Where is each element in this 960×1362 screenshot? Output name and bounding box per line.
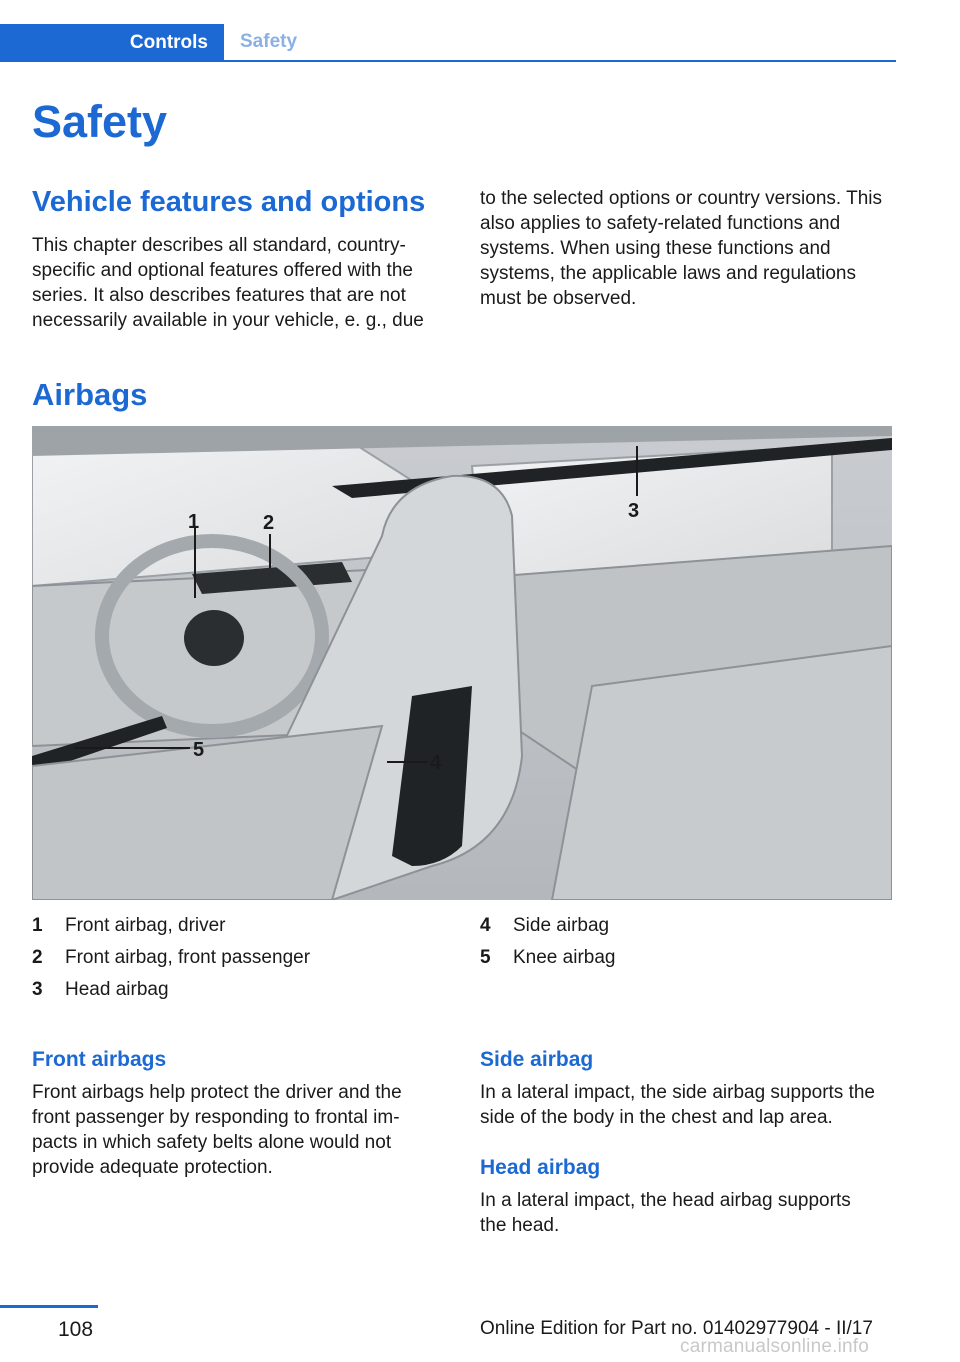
callout-2: 2 xyxy=(263,512,275,534)
callout-1: 1 xyxy=(188,511,200,533)
watermark: carmanualsonline.info xyxy=(680,1336,870,1357)
tab-bar-rule xyxy=(0,60,896,62)
legend-label: Side airbag xyxy=(513,915,610,936)
legend-label: Head airbag xyxy=(65,979,169,1000)
callout-5: 5 xyxy=(193,739,205,761)
callout-4: 4 xyxy=(430,752,442,774)
tab-controls[interactable]: Controls xyxy=(0,24,224,62)
legend-number: 5 xyxy=(480,947,491,968)
footer-rule xyxy=(0,1305,98,1308)
airbag-illustration xyxy=(32,426,892,900)
head-airbag-heading: Head airbag xyxy=(480,1156,601,1179)
chapter-tab-bar xyxy=(0,24,896,62)
vehicle-features-heading: Vehicle features and options xyxy=(32,186,426,218)
head-airbag-text: In a lateral impact, the head airbag supports the head. xyxy=(480,1190,851,1236)
legend-label: Knee airbag xyxy=(513,947,616,968)
legend-label: Front airbag, driver xyxy=(65,915,226,936)
callout-3: 3 xyxy=(628,500,640,522)
tab-safety[interactable]: Safety xyxy=(240,31,298,52)
legend-right xyxy=(480,910,615,974)
legend-item xyxy=(32,910,310,942)
legend-label: Front airbag, front passenger xyxy=(65,947,311,968)
side-airbag-heading: Side airbag xyxy=(480,1048,594,1071)
legend-item xyxy=(32,974,310,1006)
side-airbag-text: In a lateral impact, the side airbag supports the side of the body in the chest and lap area. xyxy=(480,1082,876,1128)
edition-note: Online Edition for Part no. 01402977904 - II/17 xyxy=(480,1318,873,1339)
legend-number: 1 xyxy=(32,915,43,936)
legend-number: 3 xyxy=(32,979,43,1000)
legend-item xyxy=(480,942,615,974)
front-airbags-text: Front airbags help protect the driver and the front passenger by responding to frontal im- pacts in which safety belts alone would not provide adequate protection. xyxy=(32,1082,402,1178)
legend-number: 2 xyxy=(32,947,43,968)
page-title: Safety xyxy=(32,96,168,147)
front-airbags-heading: Front airbags xyxy=(32,1048,167,1071)
legend-item xyxy=(32,942,310,974)
legend-number: 4 xyxy=(480,915,491,936)
vehicle-features-text-right: to the selected options or country versions. This also applies to safety-related functions and systems. When using these functions and systems, the applicable laws and regulations must be observed. xyxy=(480,188,883,309)
vehicle-features-text-left: This chapter describes all standard, country-specific and optional features offered with the series. It also describes features that are not necessarily available in your vehicle, e. g., due xyxy=(32,235,424,331)
legend-left xyxy=(32,910,310,1006)
car-interior-drawing xyxy=(32,426,892,900)
page-number: 108 xyxy=(58,1318,94,1341)
airbags-heading: Airbags xyxy=(32,377,148,412)
legend-item xyxy=(480,910,615,942)
